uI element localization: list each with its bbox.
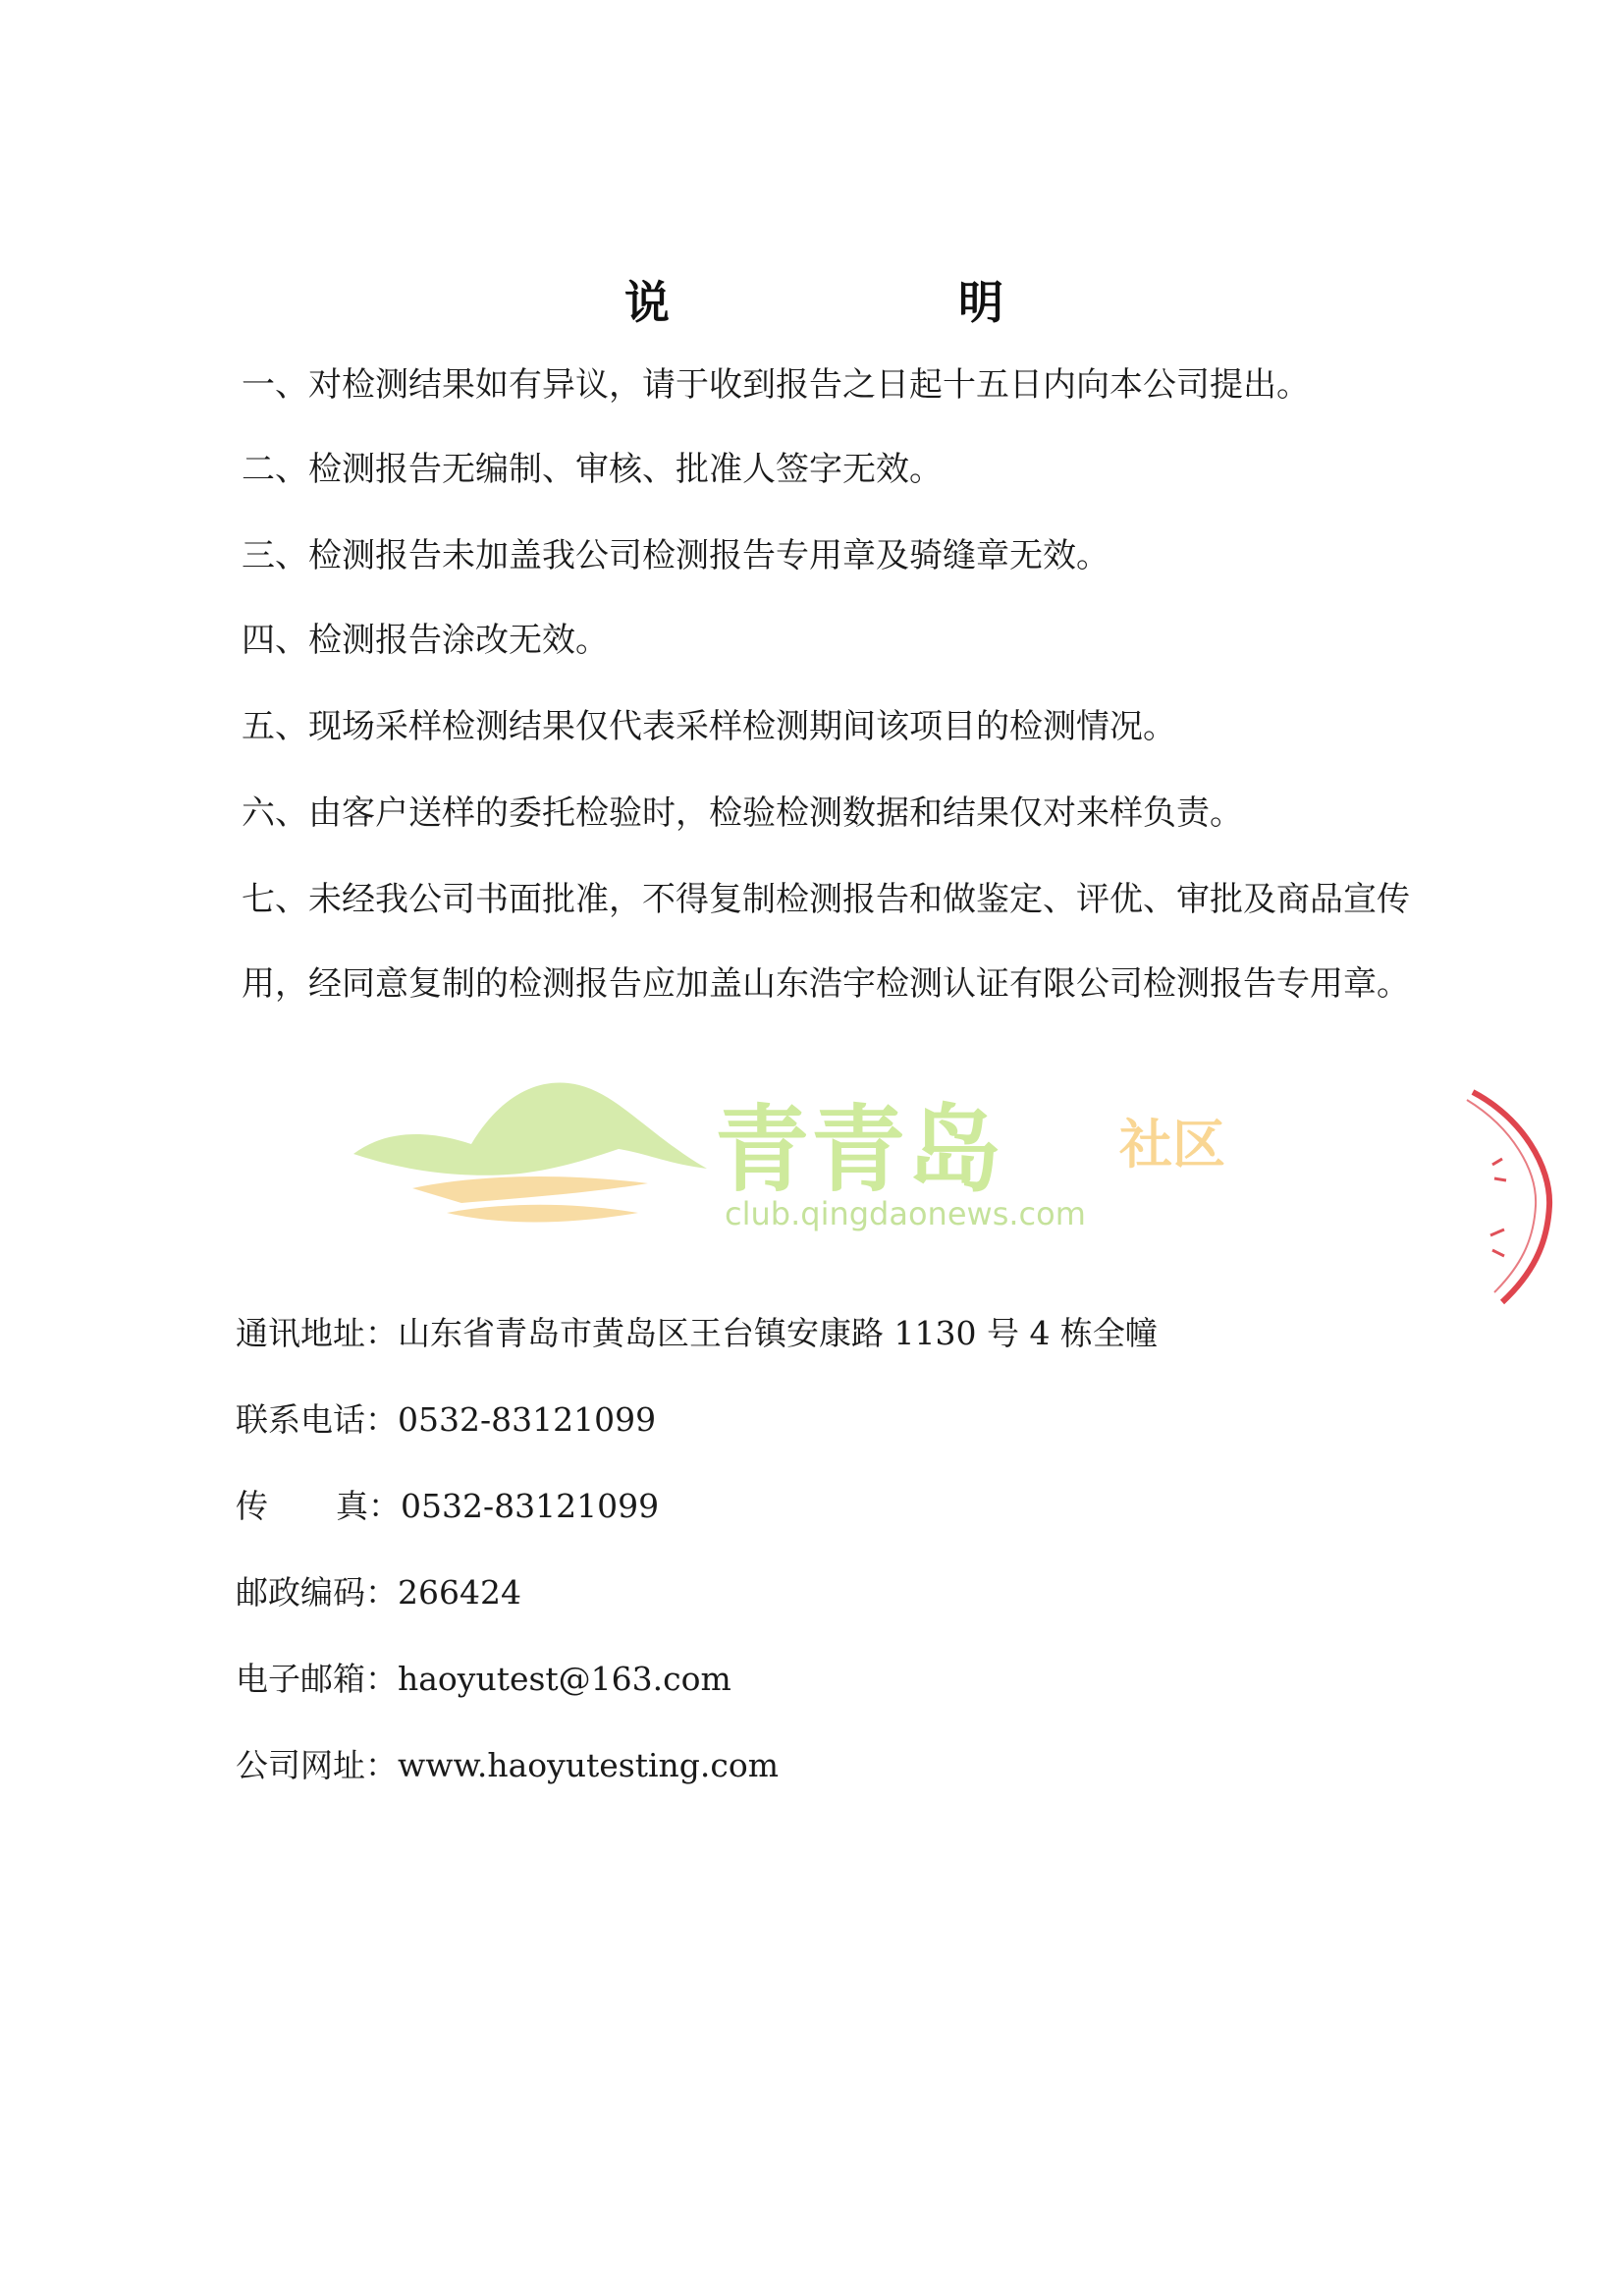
contact-fax [236, 1487, 659, 1526]
note-item: 六、由客户送样的委托检验时，检验检测数据和结果仅对来样负责。 [242, 793, 1243, 833]
watermark-brand: 青青岛 [715, 1095, 1003, 1205]
contact-email [236, 1660, 731, 1699]
seal-stamp-icon [1443, 1088, 1561, 1306]
contact-phone [236, 1400, 656, 1440]
phone-value: 0532-83121099 [398, 1400, 657, 1439]
note-item: 二、检测报告无编制、审核、批准人签字无效。 [242, 450, 943, 489]
postcode-label: 邮政编码： [236, 1573, 398, 1612]
note-item: 七、未经我公司书面批准，不得复制检测报告和做鉴定、评优、审批及商品宣传 [242, 880, 1410, 919]
mountain-logo-icon [353, 1075, 717, 1247]
note-item: 三、检测报告未加盖我公司检测报告专用章及骑缝章无效。 [242, 536, 1109, 575]
watermark-url: club.qingdaonews.com [725, 1195, 1086, 1232]
note-item: 四、检测报告涂改无效。 [242, 621, 609, 660]
email-label: 电子邮箱： [236, 1660, 398, 1698]
address-value: 山东省青岛市黄岛区王台镇安康路 1130 号 4 栋全幢 [398, 1314, 1158, 1352]
fax-label-part-2: 真： [336, 1487, 401, 1525]
contact-address [236, 1314, 1158, 1353]
address-label: 通讯地址： [236, 1314, 398, 1352]
website-label: 公司网址： [236, 1746, 398, 1784]
postcode-value: 266424 [398, 1573, 521, 1612]
site-watermark [353, 1075, 1267, 1247]
email-value: haoyutest@163.com [398, 1660, 731, 1698]
website-value: www.haoyutesting.com [398, 1746, 780, 1784]
note-item-continuation: 用，经同意复制的检测报告应加盖山东浩宇检测认证有限公司检测报告专用章。 [242, 964, 1410, 1004]
phone-label: 联系电话： [236, 1400, 398, 1439]
fax-label [236, 1487, 401, 1526]
fax-value: 0532-83121099 [401, 1487, 660, 1525]
page-title-char-1: 说 [624, 276, 670, 329]
fax-label-part-1: 传 [236, 1487, 268, 1525]
note-item: 五、现场采样检测结果仅代表采样检测期间该项目的检测情况。 [242, 707, 1176, 746]
contact-website [236, 1746, 779, 1785]
watermark-brand-suffix: 社区 [1119, 1114, 1225, 1175]
note-item: 一、对检测结果如有异议，请于收到报告之日起十五日内向本公司提出。 [242, 365, 1310, 405]
page-title-char-2: 明 [958, 276, 1003, 329]
contact-postcode [236, 1573, 521, 1613]
